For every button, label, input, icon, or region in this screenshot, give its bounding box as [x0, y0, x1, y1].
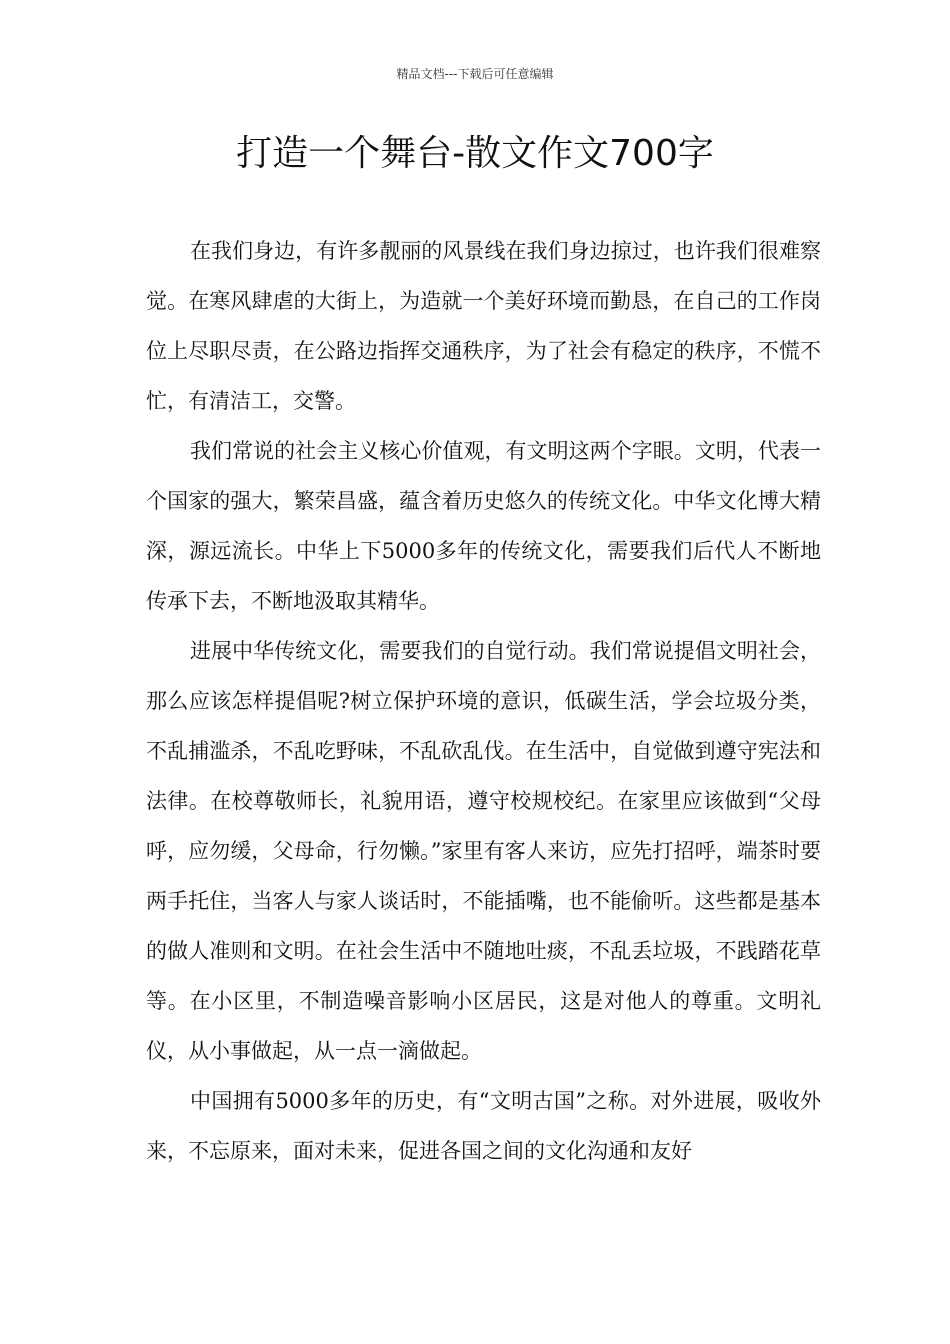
paragraph-2: 我们常说的社会主义核心价值观，有文明这两个字眼。文明，代表一个国家的强大，繁荣昌盛，蕴含着历史悠久的传统文化。中华文化博大精深，源远流长。中华上下5000多年的传统文化，需要我们后代人不断地传承下去，不断地汲取其精华。 — [146, 439, 821, 613]
page-header: 精品文档---下载后可任意编辑 — [396, 67, 554, 81]
paragraph-1: 在我们身边，有许多靓丽的风景线在我们身边掠过，也许我们很难察觉。在寒风肆虐的大街上，为造就一个美好环境而勤恳，在自己的工作岗位上尽职尽责，在公路边指挥交通秩序，为了社会有稳定的秩序，不慌不忙，有清洁工，交警。 — [146, 239, 821, 413]
document-body — [146, 226, 821, 1176]
paragraph-4: 中国拥有5000多年的历史，有“文明古国”之称。对外进展，吸收外来，不忘原来，面对未来，促进各国之间的文化沟通和友好 — [146, 1089, 821, 1163]
document-title: 打造一个舞台-散文作文700字 — [236, 133, 714, 174]
paragraph-3: 进展中华传统文化，需要我们的自觉行动。我们常说提倡文明社会，那么应该怎样提倡呢?树立保护环境的意识，低碳生活，学会垃圾分类，不乱捕滥杀，不乱吃野味，不乱砍乱伐。在生活中，自觉做到遵守宪法和法律。在校尊敬师长，礼貌用语，遵守校规校纪。在家里应该做到“父母呼，应勿缓，父母命，行勿懒。”家里有客人来访，应先打招呼，端茶时要两手托住，当客人与家人谈话时，不能插嘴，也不能偷听。这些都是基本的做人准则和文明。在社会生活中不随地吐痰，不乱丢垃圾，不践踏花草等。在小区里，不制造噪音影响小区居民，这是对他人的尊重。文明礼仪，从小事做起，从一点一滴做起。 — [146, 639, 821, 1063]
